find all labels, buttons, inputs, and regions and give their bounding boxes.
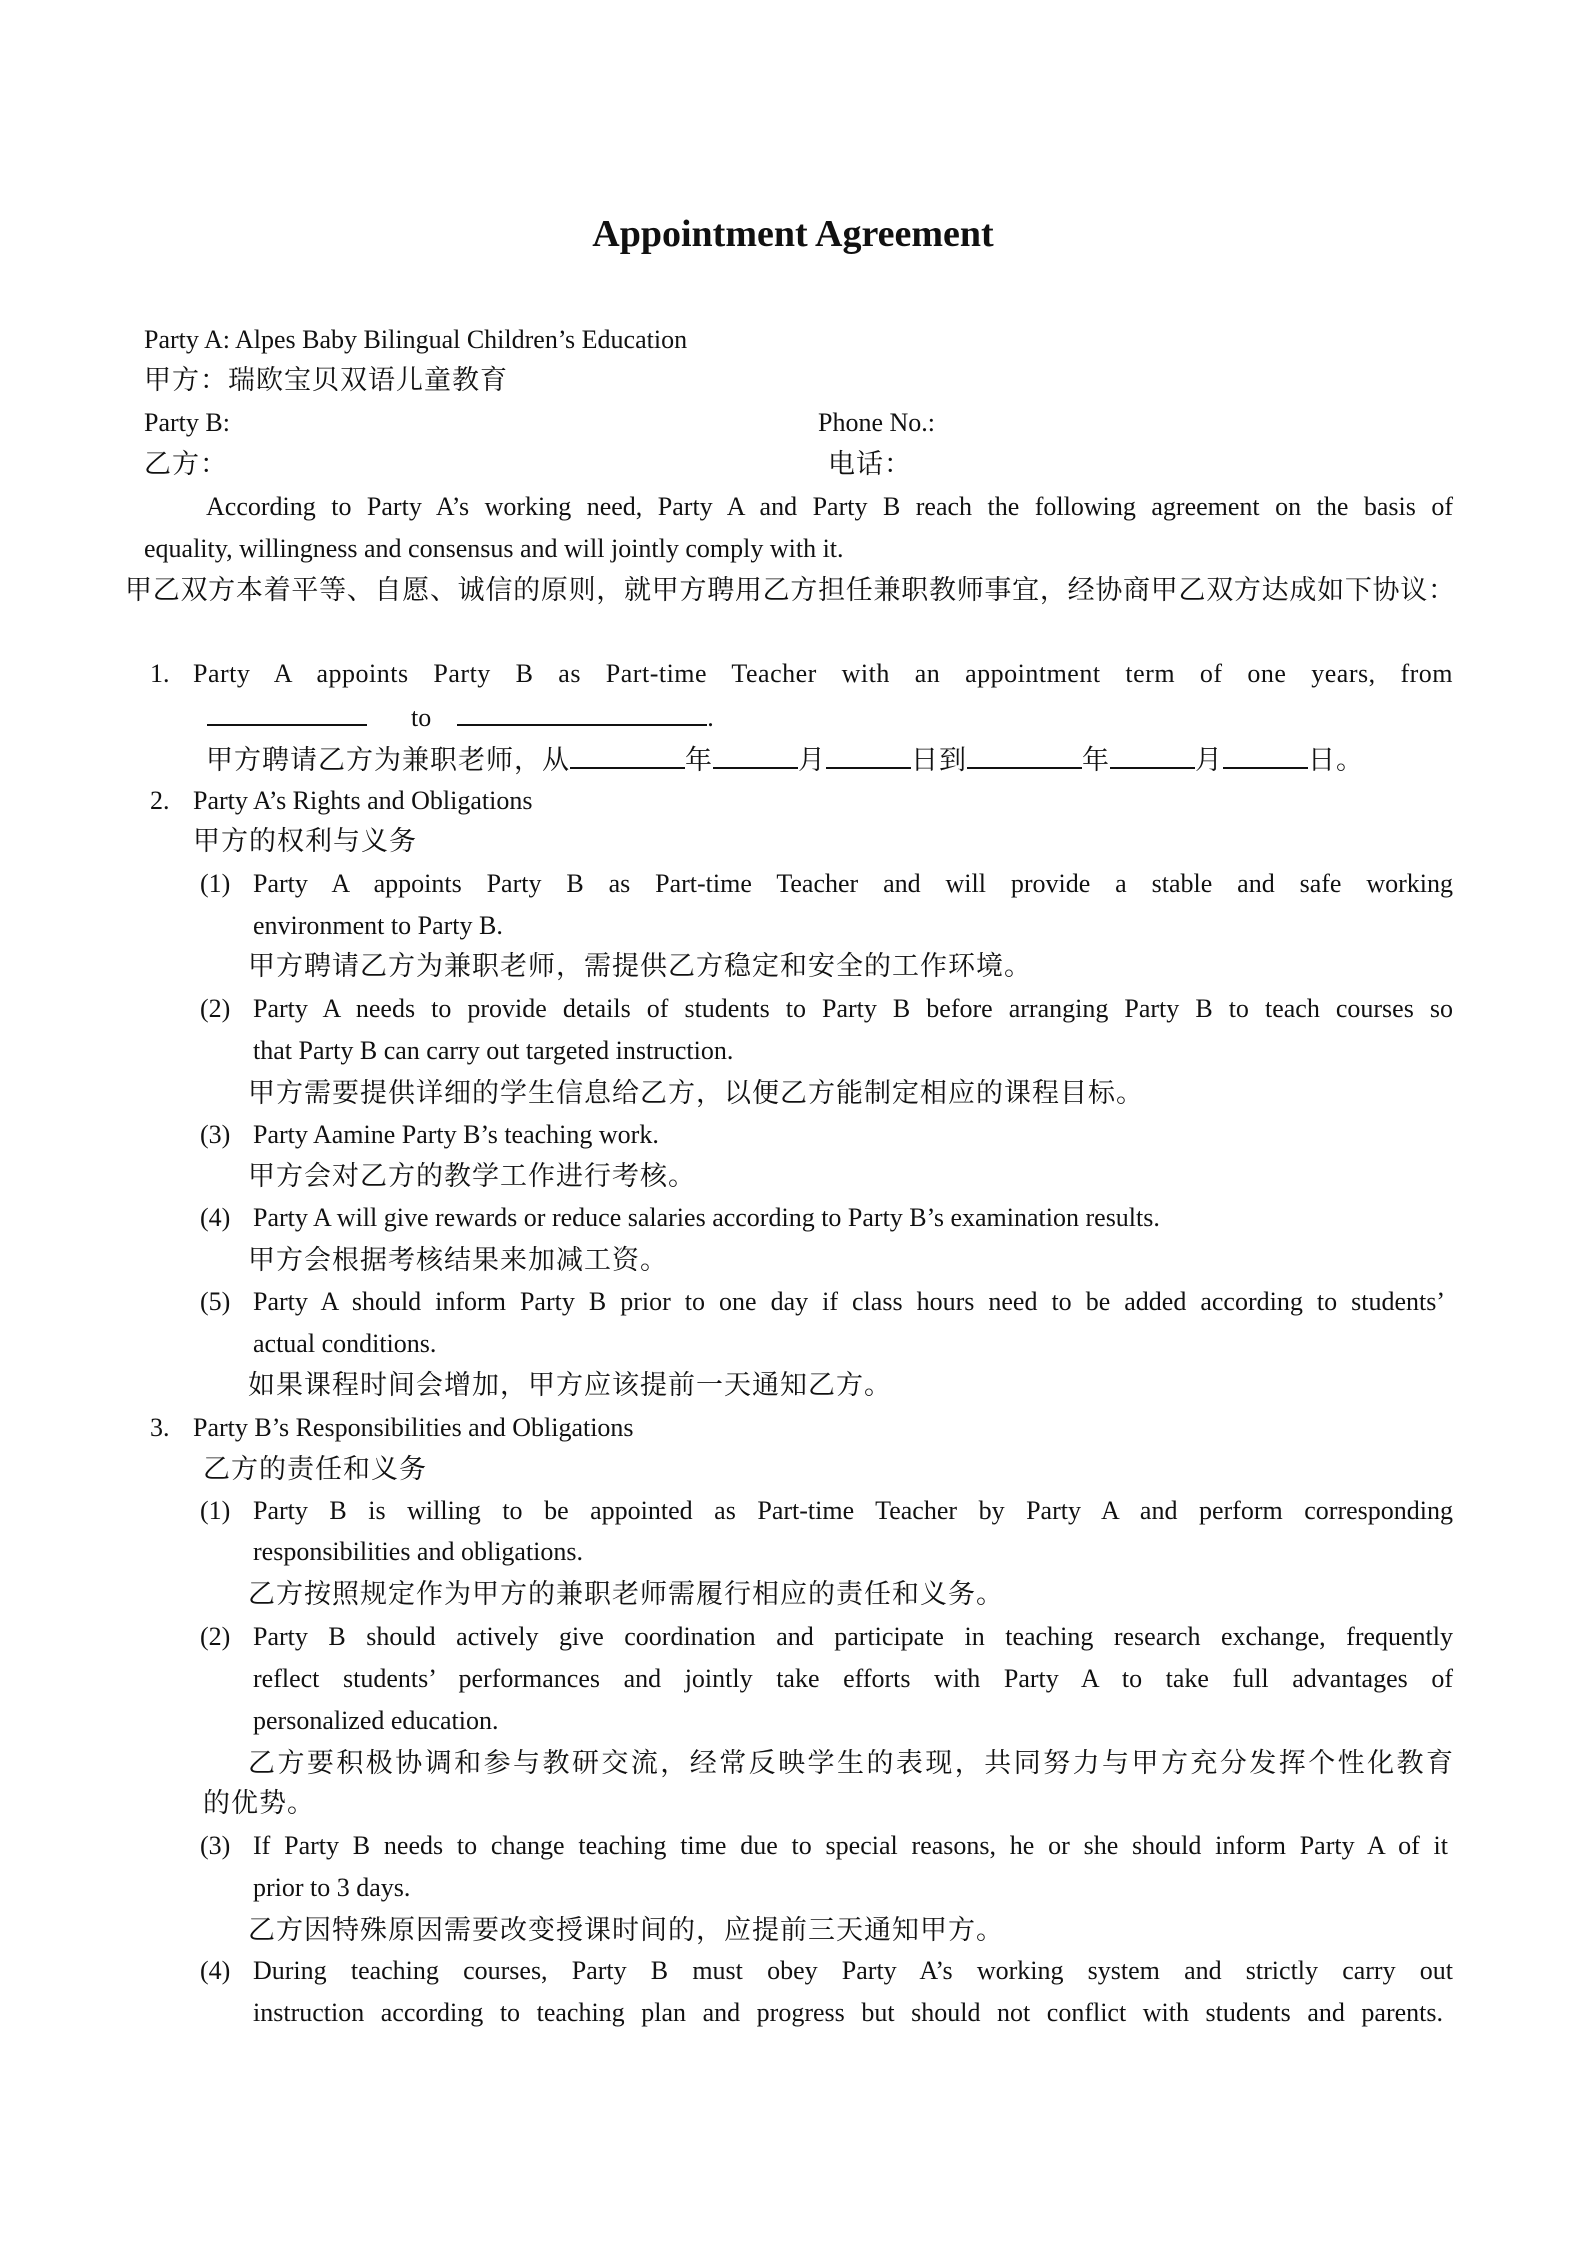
intro-line: equality, willingness and consensus and will jointly comply with it. <box>144 534 844 563</box>
item-number: (4) <box>200 1956 231 1985</box>
start-date-blank[interactable] <box>207 700 367 726</box>
item-line: that Party B can carry out targeted instruction. <box>253 1036 734 1065</box>
item-line: Party A will give rewards or reduce salaries according to Party B’s examination results. <box>253 1203 1160 1232</box>
item-line: Party A appoints Party B as Part-time Teacher and will provide a stable and safe working <box>253 869 1453 898</box>
to-label: to <box>411 703 432 732</box>
zh-text: 日到 <box>911 745 967 775</box>
item-line: personalized education. <box>253 1706 499 1735</box>
item-zh: 乙方要积极协调和参与教研交流，经常反映学生的表现，共同努力与甲方充分发挥个性化教育 <box>248 1748 1453 1778</box>
item-number: (2) <box>200 994 231 1023</box>
item-zh: 的优势。 <box>203 1788 315 1818</box>
item-line: prior to 3 days. <box>253 1873 411 1902</box>
party-a-zh: 甲方：瑞欧宝贝双语儿童教育 <box>144 365 508 395</box>
item-line: Party A needs to provide details of students to Party B before arranging Party B to teach courses so <box>253 994 1453 1023</box>
section-title: Party B’s Responsibilities and Obligations <box>193 1413 634 1442</box>
item-line: responsibilities and obligations. <box>253 1537 584 1566</box>
section-1-text: Party A appoints Party B as Part-time Teacher with an appointment term of one years, from <box>193 659 1453 688</box>
zh-text: 月 <box>1195 745 1223 775</box>
item-line: actual conditions. <box>253 1329 437 1358</box>
intro-zh: 甲乙双方本着平等、自愿、诚信的原则，就甲方聘用乙方担任兼职教师事宜，经协商甲乙双方达成如下协议： <box>125 575 1455 605</box>
section-number: 3. <box>150 1413 170 1442</box>
item-line: Party B should actively give coordination and participate in teaching research exchange, frequently <box>253 1622 1453 1651</box>
zh-text: 年 <box>1082 745 1110 775</box>
end-day-blank[interactable] <box>1223 743 1308 769</box>
end-month-blank[interactable] <box>1110 743 1195 769</box>
phone-zh-label: 电话： <box>828 449 912 479</box>
item-line: If Party B needs to change teaching time due to special reasons, he or she should inform Party A of it <box>253 1831 1448 1860</box>
section-number: 2. <box>150 786 170 815</box>
item-number: (5) <box>200 1287 231 1316</box>
party-a: Party A: Alpes Baby Bilingual Children’s Education <box>144 325 688 354</box>
item-line: Party B is willing to be appointed as Part-time Teacher by Party A and perform corresponding <box>253 1496 1453 1525</box>
item-number: (4) <box>200 1203 231 1232</box>
section-title-zh: 乙方的责任和义务 <box>203 1454 427 1484</box>
party-b-label: Party B: <box>144 408 230 437</box>
zh-text: 日。 <box>1308 745 1364 775</box>
intro-line: According to Party A’s working need, Party A and Party B reach the following agreement on the basis of <box>206 492 1453 521</box>
item-number: (1) <box>200 869 231 898</box>
item-line: During teaching courses, Party B must obey Party A’s working system and strictly carry out <box>253 1956 1453 1985</box>
item-zh: 甲方需要提供详细的学生信息给乙方，以便乙方能制定相应的课程目标。 <box>248 1078 1144 1108</box>
zh-text: 甲方聘请乙方为兼职老师，从 <box>206 745 570 775</box>
item-zh: 甲方会根据考核结果来加减工资。 <box>248 1245 668 1275</box>
item-line: instruction according to teaching plan and progress but should not conflict with students and parents. <box>253 1998 1443 2027</box>
zh-text: 月 <box>798 745 826 775</box>
item-line: Party Aamine Party B’s teaching work. <box>253 1120 659 1149</box>
document-title: Appointment Agreement <box>592 213 994 255</box>
item-zh: 如果课程时间会增加，甲方应该提前一天通知乙方。 <box>248 1370 892 1400</box>
period: . <box>707 703 714 732</box>
item-number: (2) <box>200 1622 231 1651</box>
section-title: Party A’s Rights and Obligations <box>193 786 533 815</box>
item-zh: 乙方按照规定作为甲方的兼职老师需履行相应的责任和义务。 <box>248 1579 1004 1609</box>
item-number: (3) <box>200 1120 231 1149</box>
end-year-blank[interactable] <box>967 743 1082 769</box>
phone-label: Phone No.: <box>818 408 935 437</box>
term-dates-line <box>207 700 714 734</box>
start-month-blank[interactable] <box>713 743 798 769</box>
item-zh: 甲方会对乙方的教学工作进行考核。 <box>248 1161 696 1191</box>
zh-text: 年 <box>685 745 713 775</box>
item-line: environment to Party B. <box>253 911 503 940</box>
item-line: Party A should inform Party B prior to one day if class hours need to be added according to students’ <box>253 1287 1445 1316</box>
item-number: (3) <box>200 1831 231 1860</box>
end-date-blank[interactable] <box>457 700 707 726</box>
party-b-zh-label: 乙方： <box>144 449 228 479</box>
section-number: 1. <box>150 659 170 688</box>
term-dates-zh <box>206 743 1364 776</box>
start-day-blank[interactable] <box>826 743 911 769</box>
section-title-zh: 甲方的权利与义务 <box>193 826 417 856</box>
item-line: reflect students’ performances and jointly take efforts with Party A to take full advantages of <box>253 1664 1453 1693</box>
item-number: (1) <box>200 1496 231 1525</box>
start-year-blank[interactable] <box>570 743 685 769</box>
item-zh: 甲方聘请乙方为兼职老师，需提供乙方稳定和安全的工作环境。 <box>248 951 1032 981</box>
item-zh: 乙方因特殊原因需要改变授课时间的，应提前三天通知甲方。 <box>248 1915 1004 1945</box>
